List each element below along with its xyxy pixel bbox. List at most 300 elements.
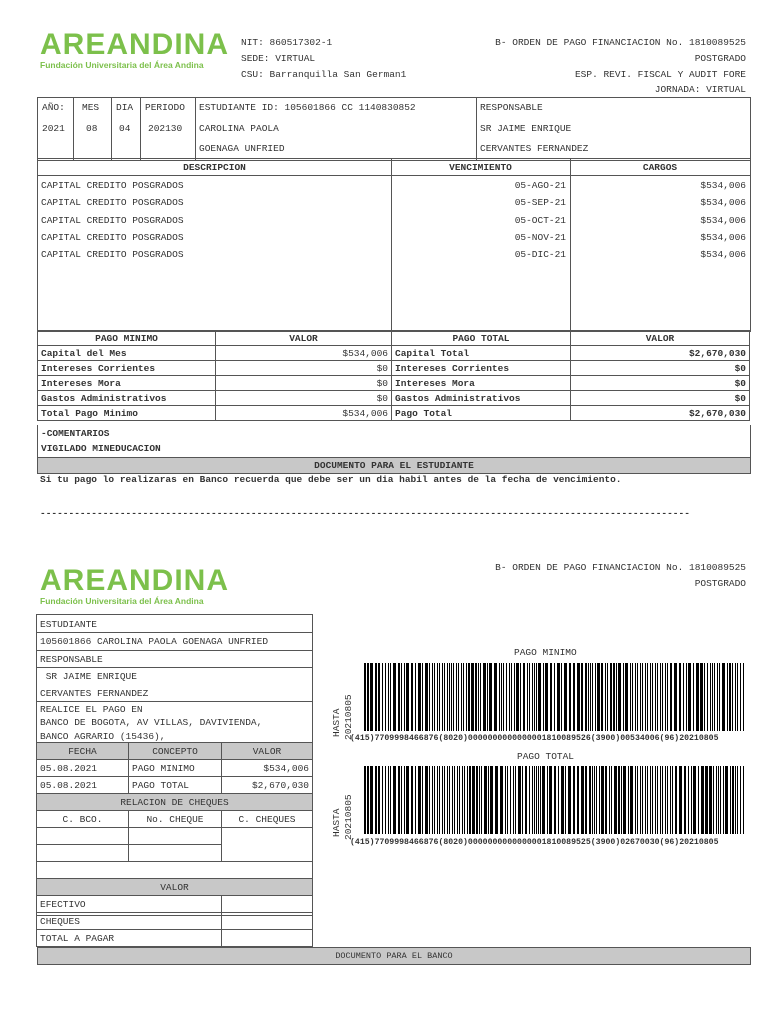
barcode-bar [735,663,736,731]
barcode-bar [538,766,539,834]
payment-row [37,760,313,777]
item-venc: 05-NOV-21 [514,232,566,243]
barcode-bar [662,663,663,731]
col-vencimiento: VENCIMIENTO [449,162,512,173]
barcode-bar [632,663,633,731]
barcode-bar [640,766,641,834]
barcode-bar [585,766,587,834]
barcode-bar [712,663,713,731]
barcode-bar [688,766,689,834]
barcode-bar [503,663,504,731]
barcode-bar [635,663,636,731]
comentarios-box [37,425,751,457]
barcode-bar [425,766,428,834]
barcode-bar [623,766,626,834]
barcode-minimo-code: (415)7709998466876(8020)0000000000000001810089526(3900)00534006(96)20210805 [350,734,719,743]
barcode-bar [509,663,510,731]
barcode-bar [645,766,646,834]
item-cargo: $534,006 [700,197,746,208]
pay-head-valor: VALOR [222,743,313,760]
barcode-bar [457,766,458,834]
barcode-bar [364,663,366,731]
sum-value: $2,670,030 [571,346,750,361]
value-anio: 2021 [42,123,65,134]
barcode-bar [564,663,567,731]
barcode-bar [737,766,738,834]
sum-label: Intereses Mora [38,376,216,391]
barcode-bar [691,766,692,834]
barcode-bar [637,766,638,834]
barcode-bar [670,766,671,834]
barcode-bar [568,766,571,834]
summary-table [37,330,750,421]
barcode-bar [495,766,498,834]
barcode-bar [404,766,405,834]
barcode-bar [645,663,646,731]
pay-valor: $2,670,030 [222,777,313,794]
slip-responsable1: SR JAIME ENRIQUE [40,671,137,682]
item-venc: 05-AGO-21 [514,180,566,191]
barcode-bar [688,663,691,731]
sum-label: Pago Total [392,406,571,421]
barcode-bar [585,663,587,731]
barcode-bar [520,663,521,731]
barcode-bar [705,766,708,834]
barcode-bar [529,663,530,731]
item-cargo: $534,006 [700,215,746,226]
barcode-bar [452,766,453,834]
label-dia: DIA [116,102,134,113]
barcode-bar [506,663,507,731]
sum-head-pago-total: PAGO TOTAL [392,331,571,346]
barcode-bar [701,766,704,834]
barcode-bar [501,663,502,731]
estudiante-nombre2: GOENAGA UNFRIED [199,143,285,154]
sum-value: $0 [571,376,750,391]
barcode-bar [696,663,699,731]
item-desc: CAPITAL CREDITO POSGRADOS [41,249,184,260]
barcode-bar [592,766,593,834]
barcode-bar [418,766,421,834]
sum-value: $2,670,030 [571,406,750,421]
sum-label: Capital Total [392,346,571,361]
barcode-bar [573,766,575,834]
barcode-bar [618,766,620,834]
barcode-total-code: (415)7709998466876(8020)0000000000000001810089525(3900)02670030(96)20210805 [350,838,719,847]
barcode-bar [713,766,714,834]
barcode-bar [472,766,475,834]
barcode-bar [611,766,612,834]
cheque-cell[interactable] [37,828,129,845]
barcode-bar [494,663,497,731]
slip-payment-table [36,742,313,947]
barcode-bar [601,766,604,834]
barcode-bar [411,766,413,834]
barcode-bar [415,663,416,731]
hasta-date: 20210805 [343,794,354,840]
barcode-bar [637,663,638,731]
barcode-bar [735,766,736,834]
cheques-title: RELACION DE CHEQUES [37,794,313,811]
barcode-minimo-label: PAGO MINIMO [514,647,577,658]
barcode-total-hasta [331,775,361,845]
brand-name: AREANDINA [40,564,229,597]
barcode-bar [737,663,738,731]
barcode-bar [577,663,580,731]
barcode-bar [425,663,428,731]
barcode-bar [463,663,464,731]
barcode-bar [393,663,396,731]
pay-valor: $534,006 [222,760,313,777]
barcode-bar [561,766,564,834]
total-label: TOTAL A PAGAR [37,930,222,947]
barcode-bar [610,663,613,731]
barcode-bar [398,663,400,731]
barcode-bar [404,663,405,731]
header-orden: B- ORDEN DE PAGO FINANCIACION No. 1810089525 [495,37,746,48]
pay-head-concepto: CONCEPTO [129,743,222,760]
barcode-bar [545,663,548,731]
item-desc: CAPITAL CREDITO POSGRADOS [41,180,184,191]
sum-value: $0 [571,361,750,376]
cheque-head-bco: C. BCO. [37,811,129,828]
sum-value: $0 [571,391,750,406]
summary-row [38,391,750,406]
barcode-bar [507,766,508,834]
barcode-bar [499,663,500,731]
barcode-bar [367,663,369,731]
barcode-bar [401,663,402,731]
sum-label: Gastos Administrativos [38,391,216,406]
barcode-bar [515,766,516,834]
barcode-bar [532,766,533,834]
item-desc: CAPITAL CREDITO POSGRADOS [41,232,184,243]
barcode-bar [601,663,603,731]
estudiante-label: ESTUDIANTE ID: 105601866 CC 1140830852 [199,102,416,113]
cheques-label: CHEQUES [37,913,222,930]
barcode-bar [686,663,687,731]
responsable1: SR JAIME ENRIQUE [480,123,572,134]
barcode-bar [536,663,537,731]
barcode-bar [434,663,435,731]
barcode-bar [647,663,648,731]
slip-bancos1: BANCO DE BOGOTA, AV VILLAS, DAVIVIENDA, [40,717,263,728]
cheque-head-no: No. CHEQUE [129,811,222,828]
barcode-bar [554,766,556,834]
barcode-bar [727,663,728,731]
barcode-bar [597,663,600,731]
barcode-bar [476,766,478,834]
item-cargo: $534,006 [700,232,746,243]
barcode-bar [364,766,366,834]
barcode-bar [543,663,544,731]
header-sede: SEDE: VIRTUAL [241,53,316,64]
barcode-bar [542,766,545,834]
barcode-bar [652,766,653,834]
label-anio: AÑO: [42,102,65,113]
barcode-bar [665,663,666,731]
barcode-bar [729,663,731,731]
barcode-bar [621,766,622,834]
barcode-bar [662,766,663,834]
barcode-bar [698,766,699,834]
col-cargos: CARGOS [642,162,678,173]
barcode-bar [635,766,636,834]
barcode-bar [418,663,421,731]
summary-row [38,346,750,361]
barcode-bar [679,663,681,731]
barcode-bar [437,766,438,834]
barcode-bar [468,663,470,731]
barcode-bar [475,663,477,731]
slip-realice: REALICE EL PAGO EN [40,704,143,715]
sum-label: Capital del Mes [38,346,216,361]
barcode-bar [532,663,533,731]
barcode-bar [481,766,482,834]
barcode-bar [513,766,514,834]
barcode-bar [720,766,721,834]
barcode-bar [490,766,493,834]
efectivo-label: EFECTIVO [37,896,222,913]
barcode-bar [618,663,621,731]
comentarios-label: -COMENTARIOS [41,428,110,439]
barcode-bar [640,663,641,731]
barcode-bar [432,663,433,731]
barcode-bar [743,663,744,731]
slip-responsable2: CERVANTES FERNANDEZ [40,688,149,699]
barcode-bar [710,663,711,731]
cheques-value[interactable] [222,913,313,930]
barcode-bar [565,766,566,834]
barcode-bar [467,766,468,834]
barcode-bar [480,663,481,731]
hasta-label: HASTA [331,808,342,837]
vigilado-label: VIGILADO MINEDUCACION [41,443,161,454]
summary-row [38,376,750,391]
barcode-bar [707,663,708,731]
barcode-bar [549,766,552,834]
barcode-bar [469,766,471,834]
barcode-bar [561,663,562,731]
responsable2: CERVANTES FERNANDEZ [480,143,589,154]
payment-row [37,777,313,794]
barcode-bar [534,663,535,731]
barcode-bar [479,766,480,834]
documento-banco-bar: DOCUMENTO PARA EL BANCO [37,947,751,965]
barcode-bar [449,663,450,731]
barcode-bar [429,663,430,731]
barcode-bar [388,663,389,731]
barcode-bar [614,766,617,834]
barcode-bar [657,766,658,834]
brand-logo [40,30,229,70]
barcode-bar [375,766,377,834]
barcode-bar [616,663,617,731]
barcode-bar [432,766,433,834]
barcode-bar [714,663,715,731]
barcode-bar [406,663,409,731]
barcode-bar [442,663,443,731]
barcode-bar [390,663,391,731]
barcode-bar [461,663,462,731]
barcode-bar [581,766,584,834]
cheque-cell[interactable] [129,828,222,845]
cheque-cell[interactable] [37,845,129,862]
barcode-bar [660,663,661,731]
cut-separator: ------------------------------------------------------------------------------------------------------------------ [40,508,690,519]
barcode-bar [525,766,527,834]
value-dia: 04 [119,123,131,134]
estudiante-nombre1: CAROLINA PAOLA [199,123,279,134]
barcode-bar [700,663,703,731]
header-nit: NIT: 860517302-1 [241,37,333,48]
sum-value: $0 [216,376,392,391]
barcode-bar [577,766,579,834]
slip-orden: B- ORDEN DE PAGO FINANCIACION No. 1810089525 [495,562,746,573]
barcode-bar [459,766,460,834]
brand-name: AREANDINA [40,28,229,61]
barcode-bar [462,766,463,834]
barcode-bar [630,663,631,731]
pay-head-fecha: FECHA [37,743,129,760]
barcode-bar [484,766,487,834]
sum-label: Intereses Corrientes [392,361,571,376]
barcode-bar [613,663,615,731]
barcode-bar [625,663,628,731]
barcode-bar [534,766,535,834]
items-table [37,158,751,332]
barcode-bar [529,766,530,834]
barcode-bar [451,663,452,731]
cheque-head-c: C. CHEQUES [222,811,313,828]
brand-subtitle: Fundación Universitaria del Área Andina [40,60,204,70]
barcode-bar [422,663,423,731]
barcode-bar [382,766,383,834]
barcode-bar [522,766,523,834]
barcode-bar [596,766,597,834]
hasta-label: HASTA [331,708,342,737]
header-nivel: POSTGRADO [694,53,746,64]
item-desc: CAPITAL CREDITO POSGRADOS [41,197,184,208]
cheque-cell[interactable] [129,845,222,862]
barcode-bar [442,766,443,834]
barcode-bar [554,663,555,731]
barcode-bar [456,663,457,731]
barcode-bar [398,766,400,834]
barcode-bar [581,663,583,731]
barcode-bar [667,663,668,731]
barcode-bar [667,766,668,834]
barcode-bar [390,766,391,834]
barcode-bar [657,663,658,731]
barcode-bar [693,766,696,834]
aviso-text: Si tu pago lo realizaras en Banco recuerda que debe ser un dia habil antes de la fecha de vencimiento. [40,474,622,485]
barcode-bar [447,766,448,834]
item-venc: 05-DIC-21 [514,249,566,260]
barcode-bar [723,766,724,834]
barcode-bar [401,766,402,834]
barcode-bar [594,766,595,834]
barcode-bar [670,663,672,731]
barcode-bar [740,663,741,731]
item-desc: CAPITAL CREDITO POSGRADOS [41,215,184,226]
sum-value: $534,006 [216,346,392,361]
info-block [37,97,751,161]
barcode-bar [449,766,450,834]
pay-concepto: PAGO TOTAL [129,777,222,794]
barcode-bar [454,766,455,834]
barcode-bar [411,663,413,731]
barcode-bar [589,766,591,834]
barcode-bar [536,766,537,834]
barcode-bar [684,766,686,834]
barcode-bar [743,766,744,834]
barcode-bar [652,663,653,731]
slip-nivel: POSTGRADO [694,578,746,589]
barcode-bar [437,663,438,731]
barcode-bar [693,663,694,731]
sum-head-valor2: VALOR [571,331,750,346]
sum-value: $534,006 [216,406,392,421]
barcode-bar [511,663,512,731]
slip-estudiante: 105601866 CAROLINA PAOLA GOENAGA UNFRIED [40,636,269,647]
barcode-bar [683,663,684,731]
barcode-bar [740,766,741,834]
barcode-bar [487,663,488,731]
barcode-bar [642,766,643,834]
label-mes: MES [82,102,100,113]
barcode-bar [375,663,377,731]
total-value[interactable] [222,930,313,947]
brand-subtitle: Fundación Universitaria del Área Andina [40,596,204,606]
documento-estudiante-bar: DOCUMENTO PARA EL ESTUDIANTE [37,457,751,474]
barcode-bar [722,663,725,731]
barcode-bar [500,766,503,834]
value-periodo: 202130 [148,123,183,134]
label-periodo: PERIODO [145,102,185,113]
barcode-bar [550,663,552,731]
barcode-bar [547,766,548,834]
summary-row [38,406,750,421]
valor-title: VALOR [37,879,313,896]
barcode-bar [650,663,651,731]
barcode-bar [716,766,717,834]
barcode-bar [453,663,454,731]
barcode-bar [378,766,380,834]
barcode-bar [415,766,416,834]
barcode-bar [516,663,519,731]
barcode-bar [660,766,661,834]
efectivo-value[interactable] [222,896,313,913]
barcode-bar [489,663,492,731]
header-csu: CSU: Barranquilla San German1 [241,69,407,80]
barcode-bar [385,663,386,731]
cheque-cell[interactable] [222,828,313,862]
value-mes: 08 [86,123,98,134]
pay-concepto: PAGO MINIMO [129,760,222,777]
barcode-bar [538,663,541,731]
pay-fecha: 05.08.2021 [37,760,129,777]
sum-label: Gastos Administrativos [392,391,571,406]
barcode-bar [483,663,486,731]
barcode-bar [518,766,521,834]
pay-fecha: 05.08.2021 [37,777,129,794]
item-venc: 05-SEP-21 [514,197,566,208]
barcode-bar [647,766,648,834]
item-cargo: $534,006 [700,249,746,260]
barcode-total-label: PAGO TOTAL [517,751,575,762]
barcode-bar [569,663,571,731]
